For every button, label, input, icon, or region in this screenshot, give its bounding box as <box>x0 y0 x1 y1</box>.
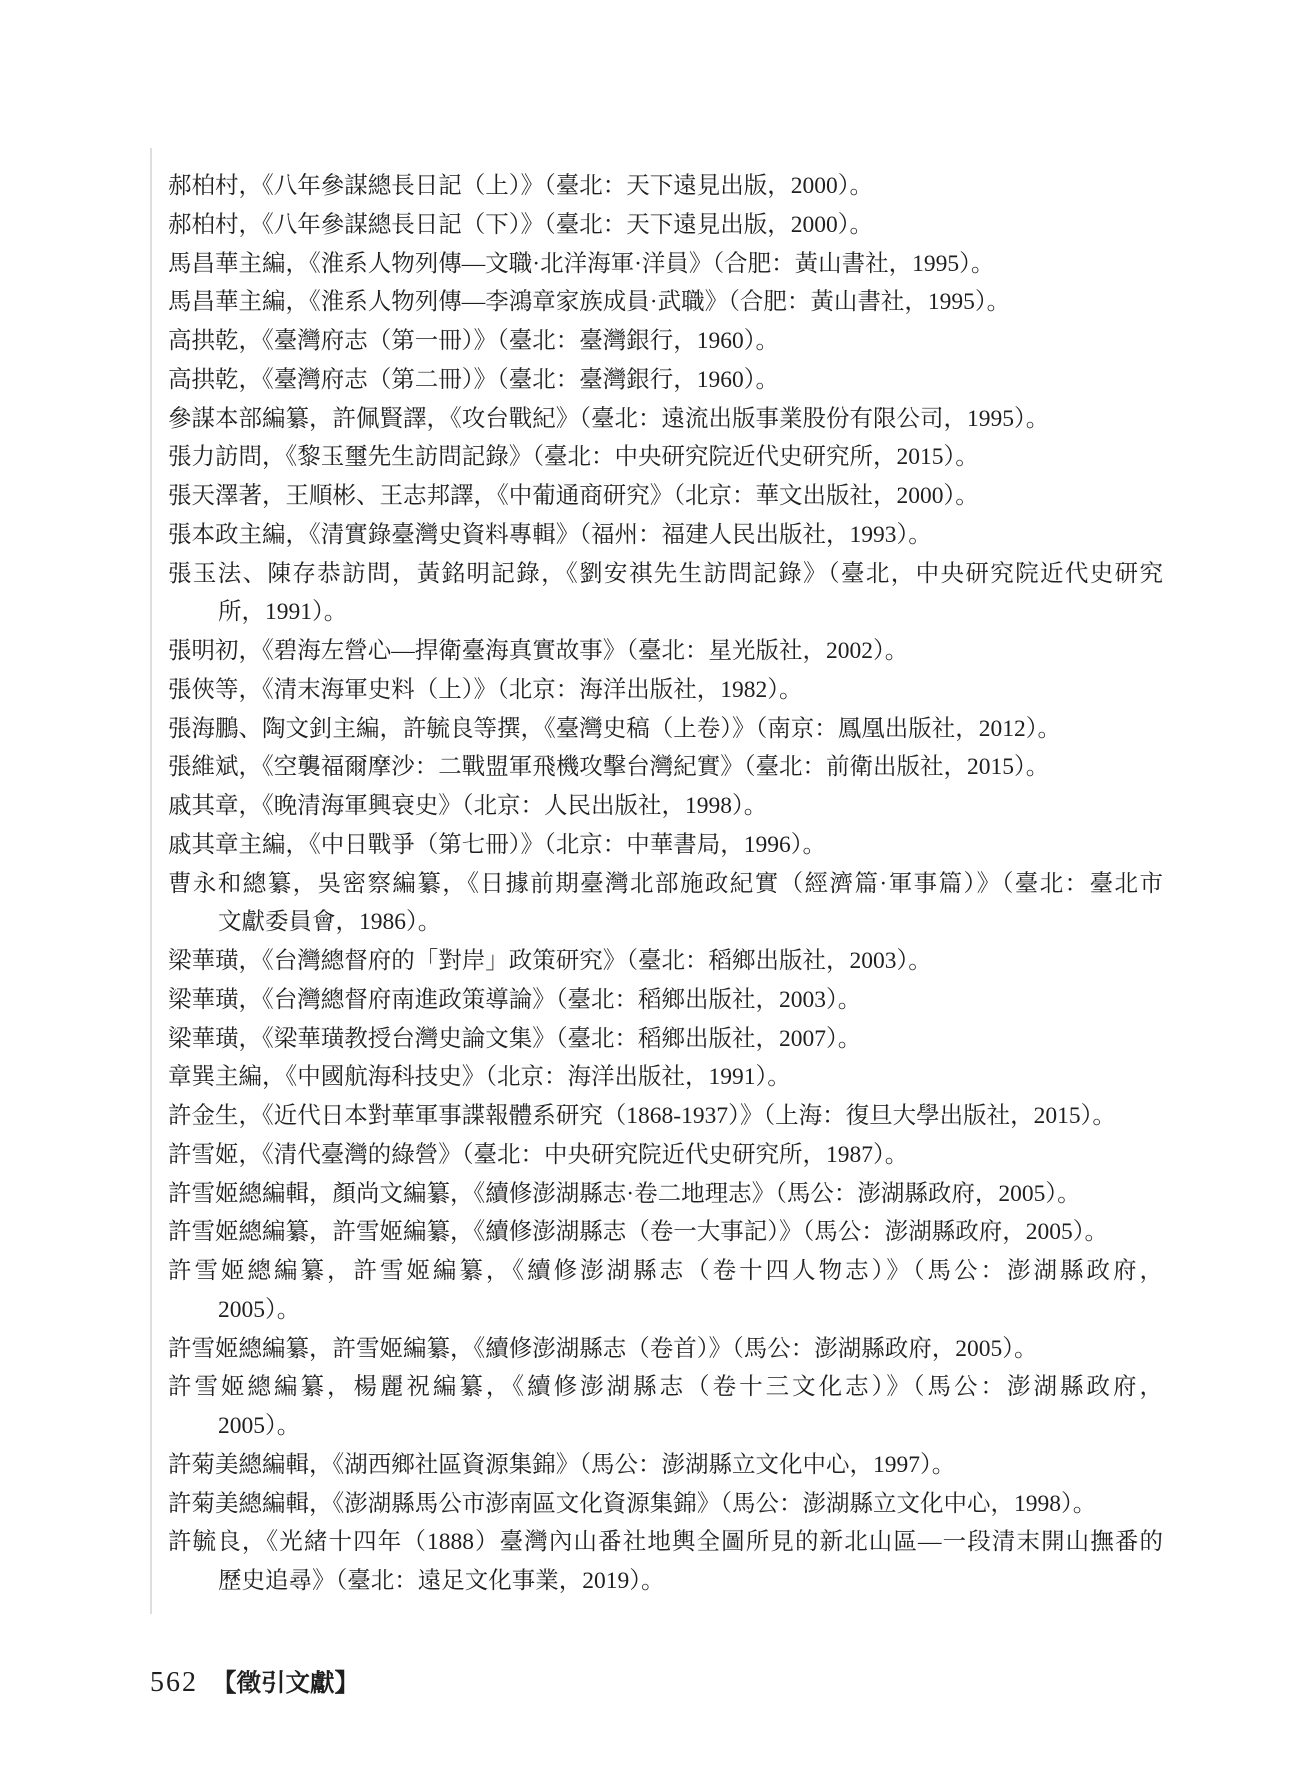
reference-entry <box>168 632 1163 671</box>
reference-line: 馬昌華主編，《淮系人物列傳—李鴻章家族成員·武職》（合肥：黃山書社，1995）。 <box>168 289 1011 316</box>
reference-line: 許雪姬總編輯，顏尚文編纂，《續修澎湖縣志·卷二地理志》（馬公：澎湖縣政府，2005）。 <box>168 1180 1081 1207</box>
reference-line: 2005）。 <box>218 1413 301 1439</box>
reference-entry <box>168 400 1163 439</box>
reference-entry <box>168 1213 1163 1252</box>
reference-entry <box>168 942 1163 981</box>
reference-line: 所，1991）。 <box>218 599 348 626</box>
reference-line: 許雪姬，《清代臺灣的綠營》（臺北：中央研究院近代史研究所，1987）。 <box>168 1141 909 1168</box>
reference-line: 郝柏村，《八年參謀總長日記（上）》（臺北：天下遠見出版，2000）。 <box>168 173 873 199</box>
reference-entry <box>168 1523 1163 1601</box>
reference-line: 張維斌，《空襲福爾摩沙：二戰盟軍飛機攻擊台灣紀實》（臺北：前衛出版社，2015）。 <box>168 754 1050 781</box>
reference-line: 戚其章主編，《中日戰爭（第七冊）》（北京：中華書局，1996）。 <box>168 831 826 858</box>
reference-entry <box>168 283 1163 322</box>
reference-entry <box>168 1485 1163 1524</box>
reference-entry <box>168 516 1163 555</box>
reference-entry <box>168 671 1163 710</box>
reference-line: 2005）。 <box>218 1296 301 1323</box>
reference-entry <box>168 787 1163 826</box>
reference-line: 許毓良，《光緒十四年（1888）臺灣內山番社地輿全圖所見的新北山區—一段清末開山撫番的 <box>168 1529 1163 1556</box>
reference-entry <box>168 1368 1163 1446</box>
reference-line: 文獻委員會，1986）。 <box>218 909 442 936</box>
reference-line: 郝柏村，《八年參謀總長日記（下）》（臺北：天下遠見出版，2000）。 <box>168 211 873 238</box>
reference-line: 許金生，《近代日本對華軍事諜報體系研究（1868-1937）》（上海：復旦大學出版社，2015）。 <box>168 1103 1116 1129</box>
reference-entry <box>168 206 1163 245</box>
reference-line: 許雪姬總編纂，許雪姬編纂，《續修澎湖縣志（卷首）》（馬公：澎湖縣政府，2005）。 <box>168 1335 1038 1362</box>
reference-entry <box>168 438 1163 477</box>
reference-line: 張明初，《碧海左營心—捍衛臺海真實故事》（臺北：星光版社，2002）。 <box>168 638 909 664</box>
reference-line: 許菊美總編輯，《湖西鄉社區資源集錦》（馬公：澎湖縣立文化中心，1997）。 <box>168 1451 956 1478</box>
reference-entry <box>168 322 1163 361</box>
reference-line: 張天澤著，王順彬、王志邦譯，《中葡通商研究》（北京：華文出版社，2000）。 <box>168 483 979 509</box>
section-label: 【徵引文獻】 <box>212 1670 359 1697</box>
bibliography-list <box>168 167 1163 1601</box>
reference-entry <box>168 826 1163 865</box>
reference-line: 馬昌華主編，《淮系人物列傳—文職·北洋海軍·洋員》（合肥：黃山書社，1995）。 <box>168 250 995 277</box>
reference-line: 許菊美總編輯，《澎湖縣馬公市澎南區文化資源集錦》（馬公：澎湖縣立文化中心，1998）。 <box>168 1490 1097 1517</box>
scan-artifact-line <box>150 148 152 1614</box>
reference-line: 梁華璜，《台灣總督府南進政策導論》（臺北：稻鄉出版社，2003）。 <box>168 986 862 1013</box>
reference-line: 張玉法、陳存恭訪問，黃銘明記錄，《劉安祺先生訪問記錄》（臺北，中央研究院近代史研究 <box>168 560 1163 587</box>
reference-entry <box>168 245 1163 284</box>
reference-line: 梁華璜，《梁華璜教授台灣史論文集》（臺北：稻鄉出版社，2007）。 <box>168 1025 862 1052</box>
reference-line: 張海鵬、陶文釗主編，許毓良等撰，《臺灣史稿（上卷）》（南京：鳳凰出版社，2012）。 <box>168 715 1061 742</box>
reference-line: 張力訪問，《黎玉璽先生訪問記錄》（臺北：中央研究院近代史研究所，2015）。 <box>168 444 979 471</box>
page-number: 562 <box>150 1667 198 1698</box>
reference-entry <box>168 167 1163 206</box>
reference-entry <box>168 748 1163 787</box>
reference-line: 曹永和總纂，吳密察編纂，《日據前期臺灣北部施政紀實（經濟篇·軍事篇）》（臺北：臺北市 <box>168 870 1163 897</box>
reference-entry <box>168 1097 1163 1136</box>
reference-entry <box>168 1175 1163 1214</box>
reference-entry <box>168 1136 1163 1175</box>
reference-entry <box>168 477 1163 516</box>
reference-line: 梁華璜，《台灣總督府的「對岸」政策研究》（臺北：稻鄉出版社，2003）。 <box>168 948 932 974</box>
reference-line: 歷史追尋》（臺北：遠足文化事業，2019）。 <box>218 1568 665 1594</box>
reference-entry <box>168 1020 1163 1059</box>
reference-line: 張俠等，《清末海軍史料（上）》（北京：海洋出版社，1982）。 <box>168 676 803 703</box>
reference-entry <box>168 1058 1163 1097</box>
reference-entry <box>168 1446 1163 1485</box>
reference-line: 許雪姬總編纂，許雪姬編纂，《續修澎湖縣志（卷十四人物志）》（馬公：澎湖縣政府， <box>168 1258 1163 1284</box>
reference-line: 戚其章，《晚清海軍興衰史》（北京：人民出版社，1998）。 <box>168 793 768 819</box>
reference-line: 參謀本部編纂，許佩賢譯，《攻台戰紀》（臺北：遠流出版事業股份有限公司，1995）。 <box>168 405 1050 432</box>
reference-line: 張本政主編，《清實錄臺灣史資料專輯》（福州：福建人民出版社，1993）。 <box>168 521 932 548</box>
reference-entry <box>168 1330 1163 1369</box>
reference-line: 許雪姬總編纂，楊麗祝編纂，《續修澎湖縣志（卷十三文化志）》（馬公：澎湖縣政府， <box>168 1374 1163 1401</box>
reference-entry <box>168 1252 1163 1330</box>
reference-line: 高拱乾，《臺灣府志（第二冊）》（臺北：臺灣銀行，1960）。 <box>168 366 779 393</box>
reference-entry <box>168 981 1163 1020</box>
reference-entry <box>168 361 1163 400</box>
reference-entry <box>168 555 1163 633</box>
reference-line: 許雪姬總編纂，許雪姬編纂，《續修澎湖縣志（卷一大事記）》（馬公：澎湖縣政府，2005）。 <box>168 1219 1108 1246</box>
reference-entry <box>168 710 1163 749</box>
reference-entry <box>168 865 1163 943</box>
page-footer <box>150 1662 359 1704</box>
reference-line: 高拱乾，《臺灣府志（第一冊）》（臺北：臺灣銀行，1960）。 <box>168 328 779 354</box>
reference-line: 章巽主編，《中國航海科技史》（北京：海洋出版社，1991）。 <box>168 1064 791 1091</box>
